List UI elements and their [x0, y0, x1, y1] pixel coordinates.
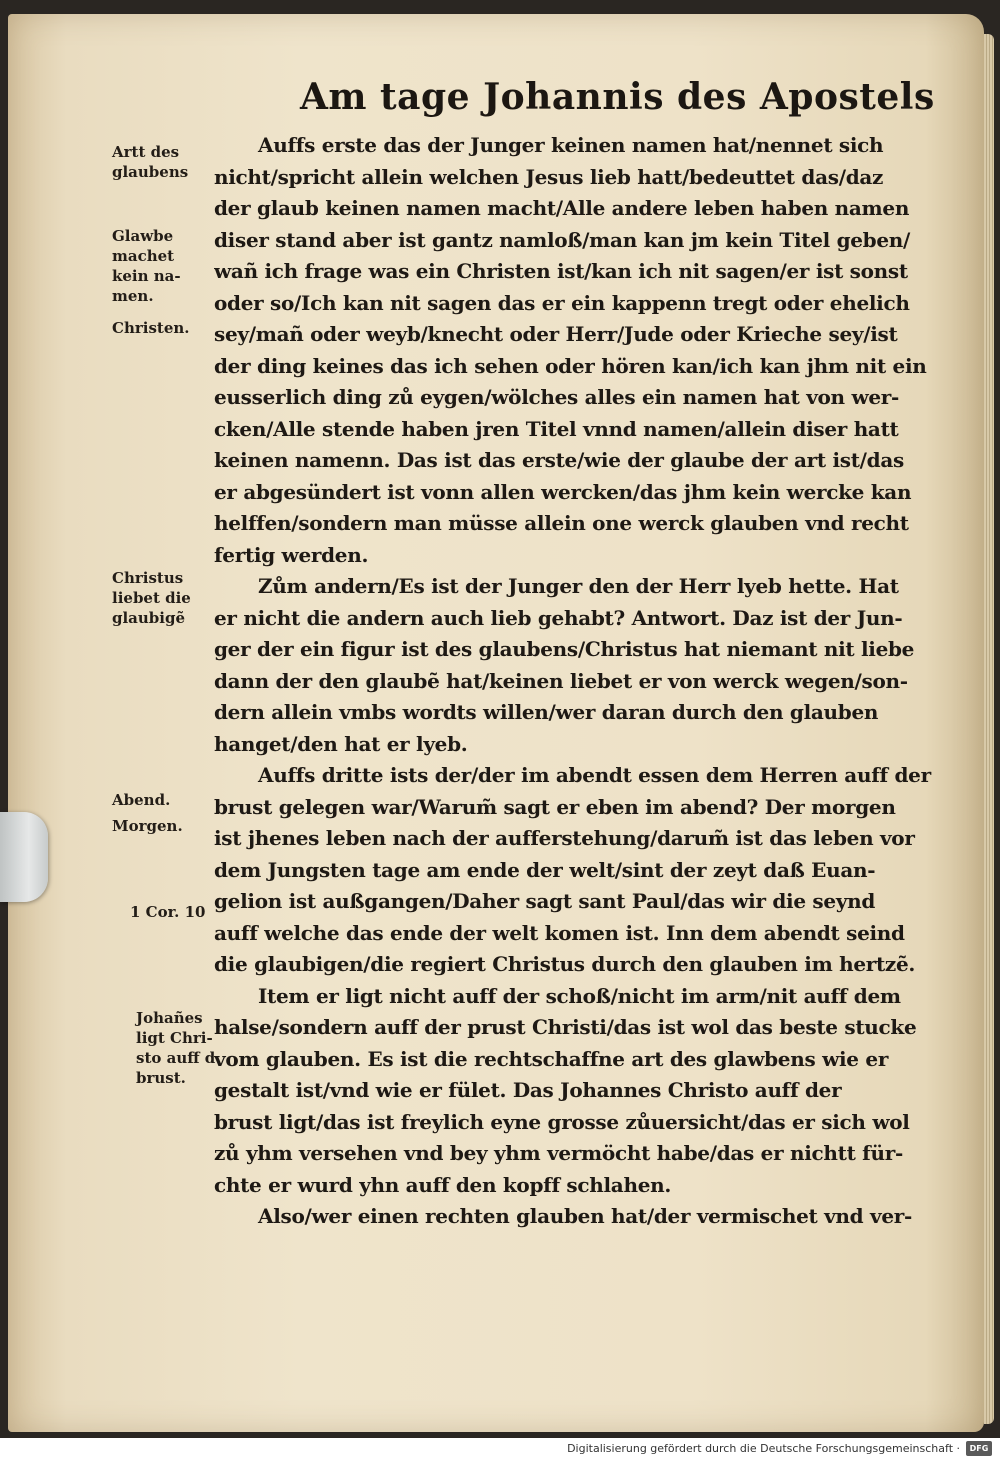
- margin-note-line: glaubens: [112, 163, 189, 181]
- margin-note-line: Christus: [112, 569, 184, 587]
- text-line: er nicht die andern auch lieb gehabt? Antwort. Daz ist der Jun-: [214, 605, 903, 630]
- text-line: brust ligt/das ist freylich eyne grosse zůuersicht/das er sich wol: [214, 1109, 910, 1134]
- text-line: Zům andern/Es ist der Junger den der Herr lyeb hette. Hat: [258, 574, 899, 598]
- margin-note-line: sto auff d: [136, 1049, 216, 1067]
- text-line: helffen/sondern man müsse allein one werck glauben vnd recht: [214, 511, 909, 535]
- margin-note-christus: [112, 568, 212, 628]
- margin-note-line: Morgen.: [112, 817, 183, 835]
- margin-note-line: brust.: [136, 1069, 186, 1087]
- text-line: Item er ligt nicht auff der schoß/nicht im arm/nit auff dem: [258, 983, 901, 1008]
- margin-note-abend: [112, 790, 212, 810]
- text-line: der glaub keinen namen macht/Alle andere leben haben namen: [214, 196, 910, 220]
- text-line: wañ ich frage was ein Christen ist/kan ich nit sagen/er ist sonst: [214, 259, 908, 283]
- text-line: dem Jungsten tage am ende der welt/sint der zeyt daß Euan-: [214, 857, 876, 882]
- text-line: auff welche das ende der welt komen ist. Inn dem abendt seind: [214, 920, 905, 945]
- text-line: ist jhenes leben nach der aufferstehung/darum̃ ist das leben vor: [214, 826, 915, 850]
- text-line: brust gelegen war/Warum̃ sagt er eben im abend? Der morgen: [214, 794, 896, 819]
- margin-note-cor: [130, 902, 230, 922]
- margin-note-artt: [112, 142, 212, 182]
- text-line: er abgesündert ist vonn allen wercken/das jhm kein wercke kan: [214, 479, 912, 504]
- margin-note-line: Christen.: [112, 319, 190, 337]
- text-line: der ding keines das ich sehen oder hören kan/ich kan jhm nit ein: [214, 353, 927, 378]
- margin-note-line: liebet die: [112, 589, 191, 607]
- margin-note-line: machet: [112, 247, 175, 265]
- text-line: sey/mañ oder weyb/knecht oder Herr/Jude oder Krieche sey/ist: [214, 322, 898, 346]
- margin-note-line: Johañes: [136, 1009, 203, 1027]
- text-line: Auffs erste das der Junger keinen namen hat/nennet sich: [258, 133, 884, 157]
- funding-credit: Digitalisierung gefördert durch die Deutsche Forschungsgemeinschaft ·: [567, 1442, 960, 1455]
- text-line: Also/wer einen rechten glauben hat/der vermischet vnd ver-: [258, 1204, 912, 1228]
- margin-note-line: Artt des: [112, 143, 180, 161]
- margin-note-line: Abend.: [112, 791, 171, 809]
- text-line: dann der den glaubẽ hat/keinen liebet er von werck wegen/son-: [214, 668, 908, 693]
- margin-note-line: Glawbe: [112, 227, 174, 245]
- margin-note-glawbe: [112, 226, 212, 306]
- page-edge: [984, 34, 994, 1424]
- margin-note-morgen: [112, 816, 212, 836]
- text-line: gestalt ist/vnd wie er fület. Das Johannes Christo auff der: [214, 1078, 842, 1102]
- text-line: oder so/Ich kan nit sagen das er ein kappenn tregt oder ehelich: [214, 290, 910, 315]
- text-line: halse/sondern auff der prust Christi/das ist wol das beste stucke: [214, 1015, 917, 1039]
- text-line: dern allein vmbs wordts willen/wer daran durch den glauben: [214, 700, 879, 724]
- text-line: die glaubigen/die regiert Christus durch den glauben im hertzẽ.: [214, 952, 916, 976]
- text-line: fertig werden.: [214, 542, 369, 567]
- text-line: vom glauben. Es ist die rechtschaffne art des glawbens wie er: [214, 1046, 889, 1071]
- margin-note-christen: [112, 318, 212, 338]
- text-line: eusserlich ding zů eygen/wölches alles ein namen hat von wer-: [214, 385, 900, 409]
- footer-bar: [0, 1438, 1000, 1461]
- text-line: gelion ist außgangen/Daher sagt sant Paul/das wir die seynd: [214, 889, 876, 913]
- page-clip: [0, 812, 48, 902]
- text-line: hanget/den hat er lyeb.: [214, 731, 468, 756]
- text-line: ger der ein figur ist des glaubens/Christus hat niemant nit liebe: [214, 637, 915, 661]
- margin-note-johannes: [136, 1008, 236, 1088]
- text-line: cken/Alle stende haben jren Titel vnnd namen/allein diser hatt: [214, 416, 899, 441]
- body-text: [214, 130, 964, 1233]
- dfg-logo: DFG: [966, 1441, 992, 1456]
- margin-note-line: ligt Chri-: [136, 1029, 213, 1047]
- margin-note-line: glaubigẽ: [112, 609, 186, 627]
- text-line: keinen namenn. Das ist das erste/wie der glaube der art ist/das: [214, 448, 904, 472]
- margin-note-line: 1 Cor. 10: [130, 903, 206, 921]
- text-line: zů yhm versehen vnd bey yhm vermöcht habe/das er nichtt für-: [214, 1141, 903, 1165]
- page-title: Am tage Johannis des Apostels: [300, 76, 935, 118]
- text-line: Auffs dritte ists der/der im abendt essen dem Herren auff der: [258, 763, 931, 787]
- margin-note-line: men.: [112, 287, 154, 305]
- text-line: chte er wurd yhn auff den kopff schlahen.: [214, 1172, 672, 1197]
- text-line: nicht/spricht allein welchen Jesus lieb hatt/bedeuttet das/daz: [214, 164, 884, 189]
- margin-note-line: kein na-: [112, 267, 181, 285]
- text-line: diser stand aber ist gantz namloß/man kan jm kein Titel geben/: [214, 227, 911, 252]
